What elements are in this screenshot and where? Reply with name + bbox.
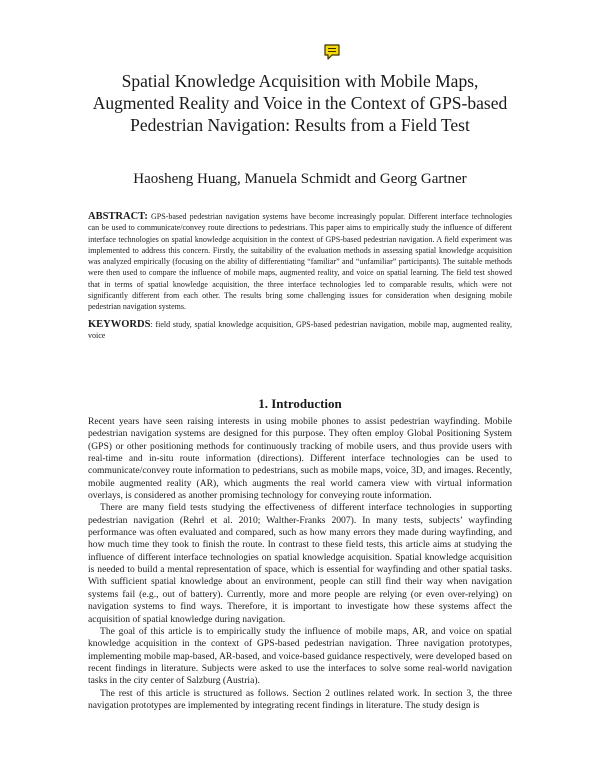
paragraph: The rest of this article is structured as follows. Section 2 outlines related work. In section 3, the three navigation prototypes are implemented by integrating recent findings in literature. The study design is bbox=[88, 687, 512, 711]
paper-title bbox=[60, 70, 540, 136]
body-text bbox=[88, 416, 512, 712]
abstract-label: ABSTRACT: bbox=[88, 211, 148, 222]
paragraph: Recent years have seen raising interests in using mobile phones to assist pedestrian wayfinding. Mobile pedestrian navigation systems are designed for this purpose. They often employ Global Positioning System (GPS) or other positioning methods for continuously tracking of mobile users, and thus provide users with real-time and in-situ route information (directions). Different interface technologies can be used to communicate/convey route information to pedestrians, such as mobile maps, voice, 3D, and images. Recently, mobile augmented reality (AR), which augments the real world camera view with virtual information overlays, is considered as another promising technology for conveying route information. bbox=[88, 416, 512, 502]
keywords bbox=[88, 319, 512, 342]
paragraph: There are many field tests studying the effectiveness of different interface technologies in supporting pedestrian navigation (Rehrl et al. 2010; Walther-Franks 2007). In many tests, subjects’ wayfinding performance was often evaluated and compared, such as how many errors they made during wayfinding, and how much time they took to finish the route. In contrast to these field tests, this article aims at studying the influence of different interface technologies on spatial knowledge acquisition. Spatial knowledge acquisition is needed to build a mental representation of space, which is essential for wayfinding and other spatial tasks. With sufficient spatial knowledge about an environment, people can still find their way when navigation systems fail (e.g., out of battery). Currently, more and more people are relying (or even over-relying) on navigation systems to find ways. Therefore, it is important to investigate how these systems affect the acquisition of spatial knowledge during navigation. bbox=[88, 502, 512, 625]
keywords-label: KEYWORDS bbox=[88, 319, 151, 330]
comment-note-icon[interactable] bbox=[323, 43, 341, 61]
paragraph: The goal of this article is to empirically study the influence of mobile maps, AR, and voice on spatial knowledge acquisition in the context of GPS-based pedestrian navigation. Three navigation prototypes, implementing mobile map-based, AR-based, and voice-based guidance respectively, were developed based on recent findings in literature. Subjects were asked to use the interfaces to solve some real-world navigation tasks in the city center of Salzburg (Austria). bbox=[88, 625, 512, 687]
abstract-text: GPS-based pedestrian navigation systems have become increasingly popular. Different interface technologies can be used to communicate/convey route directions to pedestrians. This paper aims to empirically study the influence of different interface technologies on spatial knowledge acquisition in the context of GPS-based pedestrian navigation. A field experiment was implemented to address this concern. Firstly, the suitability of the evaluation methods in assessing spatial knowledge acquisition was analyzed empirically (focusing on the ability of differentiating “familiar” and “unfamiliar” participants). The suitable methods were then used to compare the influence of mobile maps, augmented reality, and voice on spatial learning. The field test showed that in terms of spatial knowledge acquisition, the three interface technologies led to comparable results, which were not significantly different from each other. The results bring some challenging issues for consideration when designing mobile pedestrian navigation systems. bbox=[88, 212, 513, 312]
title-line: Spatial Knowledge Acquisition with Mobile Maps, bbox=[121, 71, 479, 91]
title-line: Augmented Reality and Voice in the Context of GPS-based bbox=[92, 93, 508, 113]
abstract bbox=[88, 211, 512, 313]
section-heading: 1. Introduction bbox=[258, 396, 342, 411]
authors: Haosheng Huang, Manuela Schmidt and Georg Gartner bbox=[133, 171, 467, 187]
keywords-text: : field study, spatial knowledge acquisition, GPS-based pedestrian navigation, mobile map, augmented reality, voice bbox=[88, 320, 512, 341]
title-line: Pedestrian Navigation: Results from a Field Test bbox=[130, 115, 470, 135]
